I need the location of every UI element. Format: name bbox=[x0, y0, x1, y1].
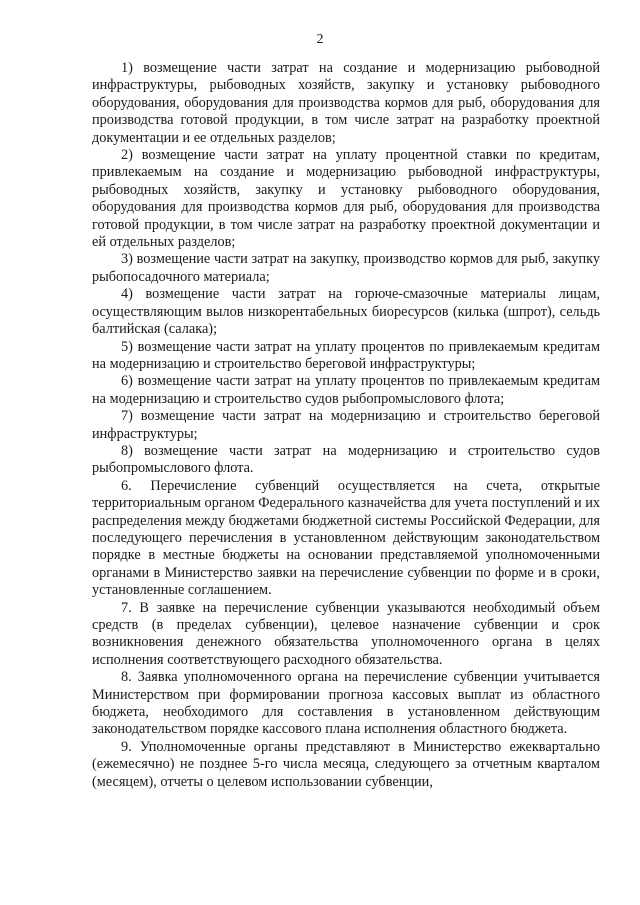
paragraph-item-6: 6) возмещение части затрат на уплату процентов по привлекаемым кредитам на модернизацию и строительство судов рыбопромыслового флота; bbox=[92, 373, 600, 407]
paragraph-item-3: 3) возмещение части затрат на закупку, производство кормов для рыб, закупку рыбопосадочного материала; bbox=[92, 251, 600, 285]
paragraph-item-5: 5) возмещение части затрат на уплату процентов по привлекаемым кредитам на модернизацию и строительство береговой инфраструктуры; bbox=[92, 338, 600, 372]
paragraph-section-9: 9. Уполномоченные органы представляют в Министерство ежеквартально (ежемесячно) не позднее 5-го числа месяца, следующего за отчетным кварталом (месяцем), отчеты о целевом использовании субвенции, bbox=[92, 738, 600, 790]
paragraph-item-1: 1) возмещение части затрат на создание и модернизацию рыбоводной инфраструктуры, рыбоводных хозяйств, закупку и установку рыбоводного оборудования, оборудования для производства кормов для рыб, оборудования для производства готовой продукции, в том числе затрат на разработку проектной документации и ее отдельных разделов; bbox=[92, 60, 600, 146]
paragraph-item-8: 8) возмещение части затрат на модернизацию и строительство судов рыбопромыслового флота. bbox=[92, 442, 600, 477]
document-body bbox=[92, 60, 600, 791]
paragraph-section-8: 8. Заявка уполномоченного органа на перечисление субвенции учитывается Министерством при формировании прогноза кассовых выплат из областного бюджета, необходимого для составления в установленном действующим законодательством порядке кассового плана исполнения областного бюджета. bbox=[92, 669, 600, 738]
paragraph-section-6: 6. Перечисление субвенций осуществляется на счета, открытые территориальным органом Федерального казначейства для учета поступлений и их распределения между бюджетами бюджетной системы Российской Федерации, для последующего перечисления в установленном действующим законодательством порядке в местные бюджеты на основании представляемой уполномоченными органами в Министерство заявки на перечисление субвенции по форме и в сроки, установленные соглашением. bbox=[92, 477, 600, 599]
paragraph-item-2: 2) возмещение части затрат на уплату процентной ставки по кредитам, привлекаемым на создание и модернизацию рыбоводной инфраструктуры, рыбоводных хозяйств, закупку и установку рыбоводного оборудования, оборудования для производства кормов для рыб, оборудования для производства готовой продукции, в том числе затрат на разработку проектной документации и ей отдельных разделов; bbox=[92, 147, 600, 251]
paragraph-item-4: 4) возмещение части затрат на горюче-смазочные материалы лицам, осуществляющим вылов низкорентабельных биоресурсов (килька (шпрот), сельдь балтийская (салака); bbox=[92, 286, 600, 338]
paragraph-item-7: 7) возмещение части затрат на модернизацию и строительство береговой инфраструктуры; bbox=[92, 408, 600, 442]
page-number: 2 bbox=[316, 32, 324, 47]
paragraph-section-7: 7. В заявке на перечисление субвенции указываются необходимый объем средств (в пределах субвенции), целевое назначение субвенции и срок возникновения денежного обязательства уполномоченного органа в целях исполнения соответствующего расходного обязательства. bbox=[92, 599, 600, 668]
